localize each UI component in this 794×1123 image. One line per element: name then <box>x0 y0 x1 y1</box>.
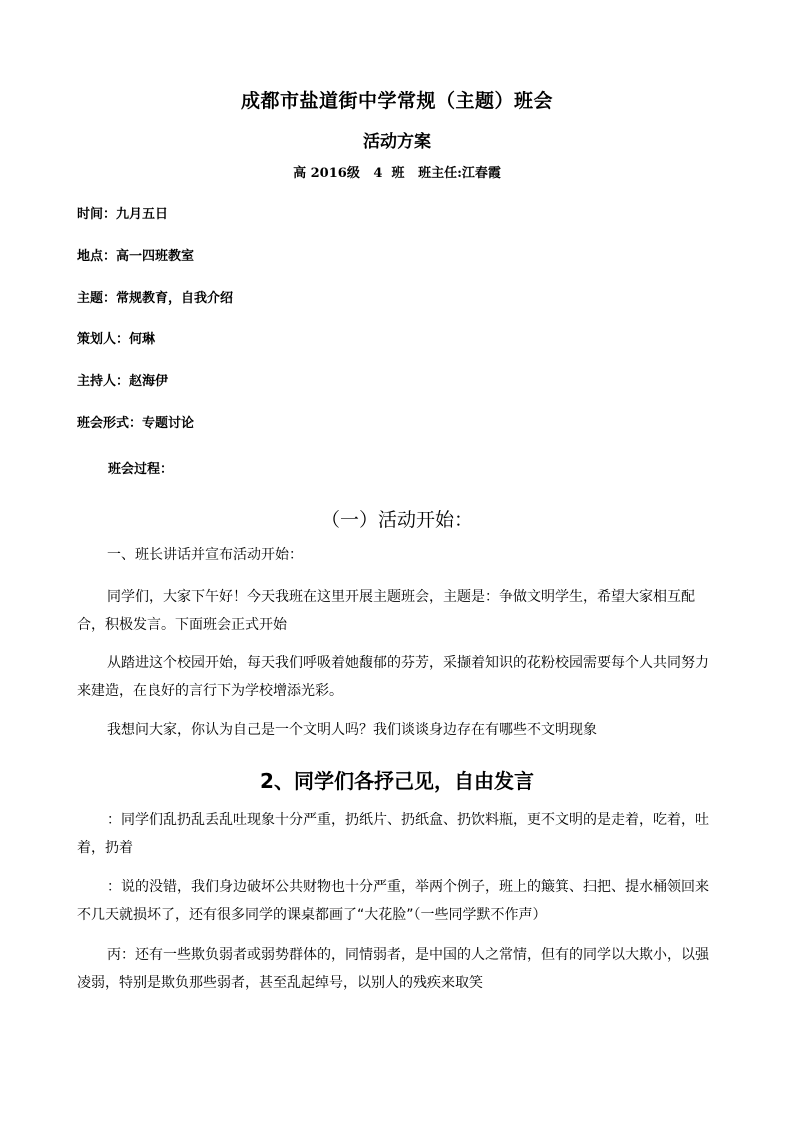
section-1-paragraph-2: 从踏进这个校园开始，每天我们呼吸着她馥郁的芬芳，采撷着知识的花粉校园需要每个人共同努力来建造，在良好的言行下为学校增添光彩。 <box>77 655 709 699</box>
section-1-item-1: 一、班长讲话并宣布活动开始： <box>107 547 303 563</box>
info-theme: 主题：常规教育，自我介绍 <box>77 291 234 306</box>
info-form: 班会形式：专题讨论 <box>77 416 195 431</box>
section-2-paragraph-3: 丙：还有一些欺负弱者或弱势群体的，同情弱者，是中国的人之常情，但有的同学以大欺小，以强凌弱，特别是欺负那些弱者，甚至乱起绰号，以别人的残疾来取笑 <box>77 947 709 991</box>
info-planner: 策划人：何琳 <box>77 332 156 347</box>
section-2-paragraph-1: ：同学们乱扔乱丢乱吐现象十分严重，扔纸片、扔纸盒、扔饮料瓶，更不文明的是走着，吃着，吐着，扔着 <box>77 812 709 856</box>
document-title: 成都市盐道街中学常规（主题）班会 <box>240 90 553 112</box>
section-2-paragraph-2: ：说的没错，我们身边破坏公共财物也十分严重，举两个例子，班上的簸箕、扫把、提水桶领回来不几天就损坏了，还有很多同学的课桌都画了“大花脸”（一些同学默不作声） <box>77 879 709 923</box>
info-time: 时间：九月五日 <box>77 207 169 222</box>
info-host: 主持人：赵海伊 <box>77 374 169 389</box>
section-1-paragraph-1: 同学们，大家下午好！今天我班在这里开展主题班会，主题是：争做文明学生，希望大家相互配合，积极发言。下面班会正式开始 <box>77 589 695 633</box>
info-place: 地点：高一四班教室 <box>77 249 195 264</box>
section-1-heading: （一）活动开始： <box>320 509 473 531</box>
class-info-line: 高 2016级 4 班 班主任:江春霞 <box>293 166 501 181</box>
document-subtitle: 活动方案 <box>363 132 431 152</box>
section-2-heading: 2、同学们各抒己见，自由发言 <box>260 769 534 793</box>
section-1-paragraph-3: 我想问大家，你认为自己是一个文明人吗？我们谈谈身边存在有哪些不文明现象 <box>107 722 597 738</box>
process-label: 班会过程： <box>108 462 174 477</box>
